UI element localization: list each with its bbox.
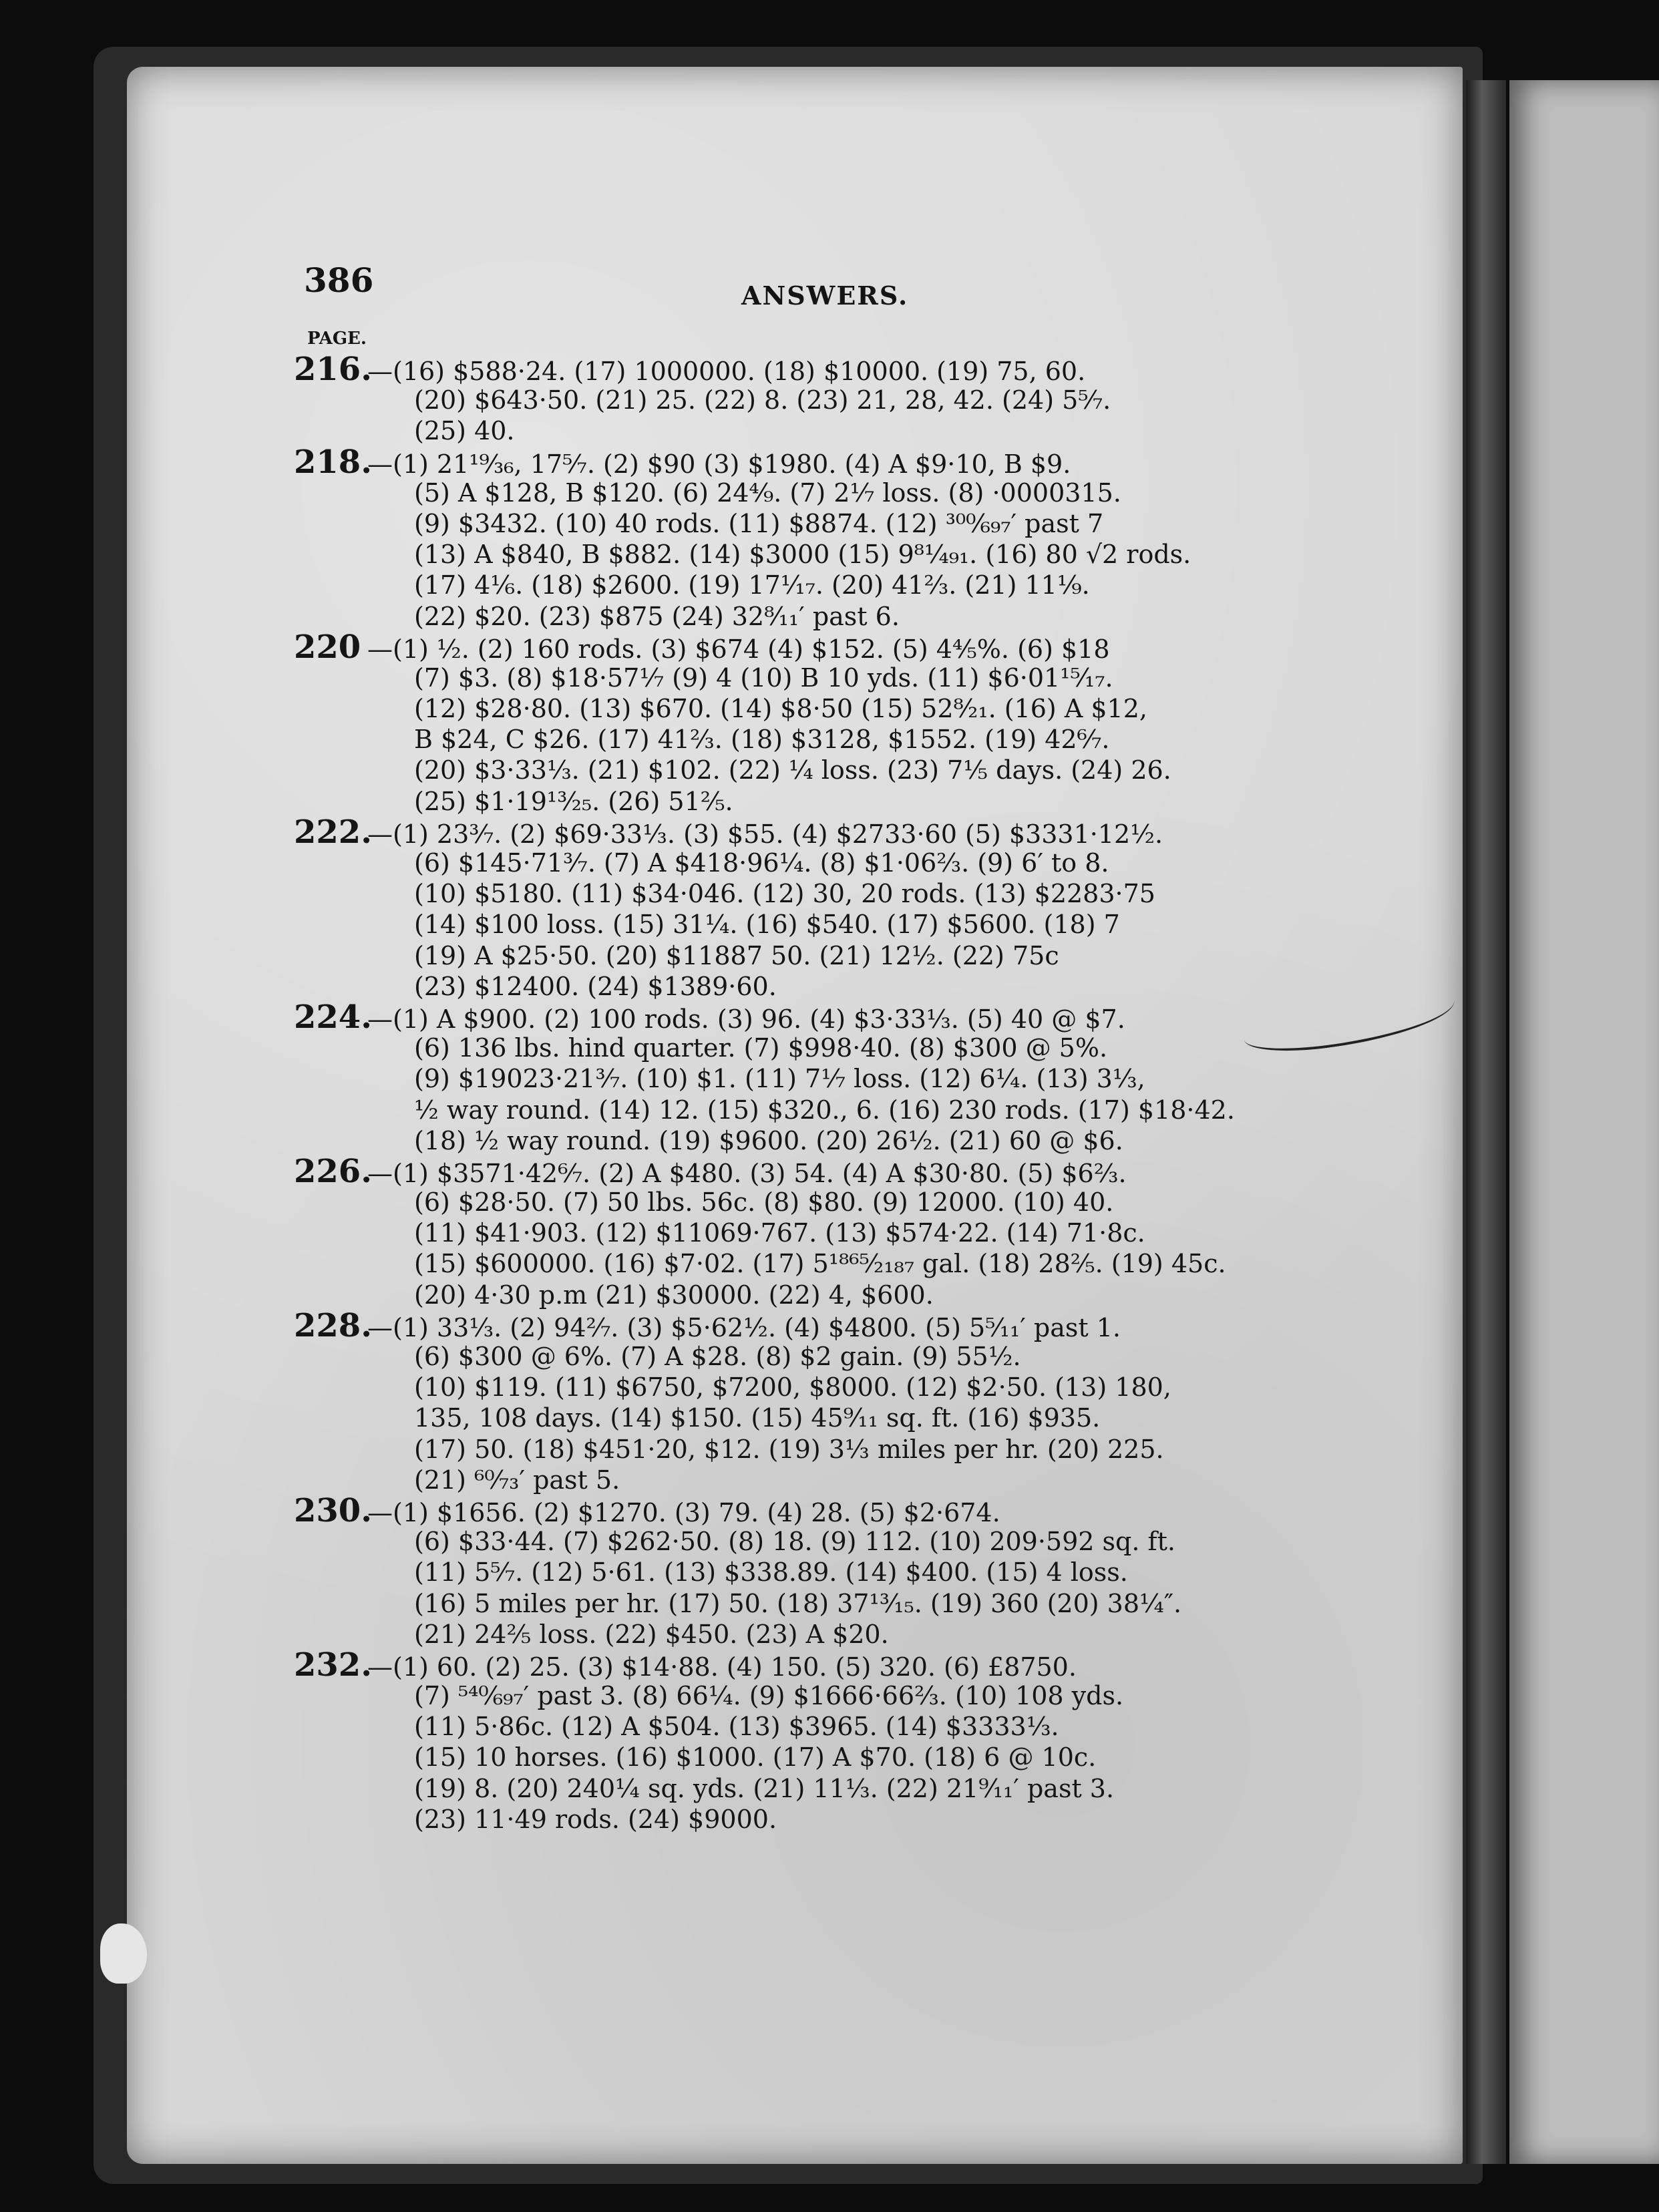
answer-section — [294, 1152, 1349, 1310]
answer-text: (11) 5·86c. (12) A $504. (13) $3965. (14) $3333¹⁄₃. — [414, 1712, 1059, 1742]
answer-text: (14) $100 loss. (15) 31¼. (16) $540. (17) $5600. (18) 7 — [414, 910, 1120, 940]
answer-line — [294, 1646, 1349, 1684]
answer-text: (19) A $25·50. (20) $11887 50. (21) 12½. (22) 75c — [414, 940, 1059, 970]
page-column-label: PAGE. — [307, 329, 367, 349]
section-page-number: 228. — [294, 1306, 372, 1344]
answer-section — [294, 813, 1349, 1002]
answer-line — [294, 1341, 1349, 1372]
answer-text: —(1) $3571·42⁶⁄₇. (2) A $480. (3) 54. (4) A $30·80. (5) $6²⁄₃. — [367, 1158, 1127, 1188]
answer-line — [294, 1557, 1349, 1588]
answer-line — [294, 1491, 1349, 1529]
answer-line — [294, 1773, 1349, 1804]
section-page-number: 216. — [294, 351, 372, 388]
answer-line — [294, 693, 1349, 724]
answer-line — [294, 570, 1349, 600]
section-page-number: 230. — [294, 1491, 372, 1529]
answer-text: (10) $119. (11) $6750, $7200, $8000. (12) $2·50. (13) 180, — [414, 1372, 1171, 1403]
answer-text: (16) 5 miles per hr. (17) 50. (18) 37¹³⁄₁₅. (19) 360 (20) 38¼″. — [414, 1588, 1182, 1618]
answer-text: (6) $33·44. (7) $262·50. (8) 18. (9) 112. (10) 209·592 sq. ft. — [414, 1527, 1175, 1557]
answer-line — [294, 848, 1349, 878]
answer-line — [294, 351, 1349, 388]
answer-line — [294, 998, 1349, 1036]
answer-text: —(1) A $900. (2) 100 rods. (3) 96. (4) $3·33¹⁄₃. (5) 40 @ $7. — [367, 1004, 1125, 1034]
answer-line — [294, 1152, 1349, 1190]
answer-text: (25) $1·19¹³⁄₂₅. (26) 51²⁄₅. — [414, 786, 733, 816]
answer-section — [294, 628, 1349, 817]
answer-text: —(1) ½. (2) 160 rods. (3) $674 (4) $152. (5) 4⁴⁄₅%. (6) $18 — [367, 634, 1110, 664]
answer-text: (5) A $128, B $120. (6) 24⁴⁄₉. (7) 2¹⁄₇ loss. (8) ·0000315. — [414, 478, 1121, 508]
answer-text: (25) 40. — [414, 416, 515, 446]
answer-line — [294, 878, 1349, 909]
answer-line — [294, 1619, 1349, 1650]
answer-section — [294, 443, 1349, 632]
answer-line — [294, 1306, 1349, 1344]
running-head: ANSWERS. — [741, 281, 909, 311]
answer-line — [294, 1804, 1349, 1835]
answer-line — [294, 755, 1349, 785]
answer-line — [294, 1187, 1349, 1218]
answer-text: (21) 24²⁄₅ loss. (22) $450. (23) A $20. — [414, 1619, 889, 1649]
answer-text: (18) ½ way round. (19) $9600. (20) 26½. (21) 60 @ $6. — [414, 1125, 1123, 1155]
answer-text: (20) $643·50. (21) 25. (22) 8. (23) 21, 28, 42. (24) 5⁵⁄₇. — [414, 385, 1111, 415]
answer-section — [294, 1646, 1349, 1835]
answer-text: —(16) $588·24. (17) 1000000. (18) $10000. (19) 75, 60. — [367, 357, 1086, 386]
answer-text: (23) 11·49 rods. (24) $9000. — [414, 1804, 777, 1834]
answer-line — [294, 786, 1349, 817]
answer-line — [294, 1125, 1349, 1156]
answer-line — [294, 1280, 1349, 1310]
answer-text: (15) $600000. (16) $7·02. (17) 5¹⁸⁶⁵⁄₂₁₈₇ gal. (18) 28²⁄₅. (19) 45c. — [414, 1249, 1226, 1279]
answer-line — [294, 1711, 1349, 1742]
answer-text: (22) $20. (23) $875 (24) 32⁸⁄₁₁′ past 6. — [414, 601, 900, 631]
answer-line — [294, 813, 1349, 851]
answer-line — [294, 415, 1349, 446]
answer-text: (6) $300 @ 6%. (7) A $28. (8) $2 gain. (9) 55½. — [414, 1342, 1021, 1371]
answer-text: (13) A $840, B $882. (14) $3000 (15) 9⁸¹⁄₄₉₁. (16) 80 √2 rods. — [414, 540, 1191, 570]
answer-line — [294, 940, 1349, 971]
answer-line — [294, 1526, 1349, 1557]
answer-line — [294, 971, 1349, 1002]
answer-line — [294, 1742, 1349, 1773]
answer-line — [294, 443, 1349, 481]
answer-text: (17) 50. (18) $451·20, $12. (19) 3¹⁄₃ miles per hr. (20) 225. — [414, 1434, 1164, 1464]
answer-line — [294, 1465, 1349, 1495]
answer-line — [294, 1403, 1349, 1433]
answer-text: —(1) 33¹⁄₃. (2) 94²⁄₇. (3) $5·62½. (4) $4800. (5) 5⁵⁄₁₁′ past 1. — [367, 1312, 1121, 1342]
answer-text: —(1) $1656. (2) $1270. (3) 79. (4) 28. (5) $2·674. — [367, 1497, 1000, 1527]
facing-page-edge — [1509, 80, 1659, 2164]
answer-text: (15) 10 horses. (16) $1000. (17) A $70. (18) 6 @ 10c. — [414, 1742, 1097, 1773]
section-page-number: 218. — [294, 443, 372, 481]
answer-text: (21) ⁶⁰⁄₇₃′ past 5. — [414, 1465, 620, 1495]
answer-line — [294, 508, 1349, 539]
answer-line — [294, 601, 1349, 632]
answer-line — [294, 1372, 1349, 1403]
section-page-number: 232. — [294, 1646, 372, 1684]
answer-text: (12) $28·80. (13) $670. (14) $8·50 (15) 52⁸⁄₂₁. (16) A $12, — [414, 694, 1147, 724]
answer-text: (7) $3. (8) $18·57¹⁄₇ (9) 4 (10) B 10 yds. (11) $6·01¹⁵⁄₁₇. — [414, 663, 1113, 693]
answer-line — [294, 628, 1349, 666]
answer-line — [294, 1588, 1349, 1619]
answer-line — [294, 1248, 1349, 1279]
answer-line — [294, 1680, 1349, 1711]
answer-text: —(1) 21¹⁹⁄₃₆, 17⁵⁄₇. (2) $90 (3) $1980. (4) A $9·10, B $9. — [367, 449, 1071, 479]
answer-line — [294, 1218, 1349, 1248]
answer-text: (17) 4¹⁄₆. (18) $2600. (19) 17¹⁄₁₇. (20) 41²⁄₃. (21) 11¹⁄₉. — [414, 570, 1090, 600]
answer-text: (10) $5180. (11) $34·046. (12) 30, 20 rods. (13) $2283·75 — [414, 879, 1155, 909]
section-page-number: 222. — [294, 813, 372, 851]
answer-text: (9) $19023·21³⁄₇. (10) $1. (11) 7¹⁄₇ loss. (12) 6¹⁄₄. (13) 3¹⁄₃, — [414, 1064, 1145, 1094]
answer-text: (6) $28·50. (7) 50 lbs. 56c. (8) $80. (9) 12000. (10) 40. — [414, 1187, 1114, 1218]
answer-section — [294, 1306, 1349, 1495]
answer-text: (23) $12400. (24) $1389·60. — [414, 971, 777, 1001]
answer-text: (6) $145·71³⁄₇. (7) A $418·96¼. (8) $1·06²⁄₃. (9) 6′ to 8. — [414, 848, 1109, 878]
answer-text: (9) $3432. (10) 40 rods. (11) $8874. (12) ³⁰⁰⁄₆₉₇′ past 7 — [414, 508, 1104, 538]
answer-line — [294, 724, 1349, 755]
section-page-number: 220 — [294, 628, 361, 666]
answers-list — [294, 351, 1349, 1835]
answer-text: 135, 108 days. (14) $150. (15) 45⁹⁄₁₁ sq. ft. (16) $935. — [414, 1403, 1101, 1433]
answer-line — [294, 909, 1349, 940]
answer-text: (19) 8. (20) 240¼ sq. yds. (21) 11¹⁄₃. (22) 21⁹⁄₁₁′ past 3. — [414, 1773, 1115, 1803]
section-page-number: 226. — [294, 1152, 372, 1190]
section-page-number: 224. — [294, 998, 372, 1036]
answer-text: B $24, C $26. (17) 41²⁄₃. (18) $3128, $1552. (19) 42⁶⁄₇. — [414, 725, 1110, 755]
answer-text: (11) $41·903. (12) $11069·767. (13) $574·22. (14) 71·8c. — [414, 1218, 1145, 1248]
answer-line — [294, 1095, 1349, 1125]
page-number: 386 — [304, 260, 374, 300]
answer-line — [294, 663, 1349, 693]
answer-section — [294, 998, 1349, 1156]
book-gutter — [1466, 80, 1506, 2164]
answer-section — [294, 351, 1349, 447]
answer-text: (20) 4·30 p.m (21) $30000. (22) 4, $600. — [414, 1280, 934, 1310]
answer-text: (11) 5⁵⁄₇. (12) 5·61. (13) $338.89. (14) $400. (15) 4 loss. — [414, 1557, 1128, 1588]
answer-line — [294, 1033, 1349, 1063]
answer-line — [294, 1063, 1349, 1094]
answer-text: (6) 136 lbs. hind quarter. (7) $998·40. (8) $300 @ 5%. — [414, 1033, 1108, 1063]
answer-text: (20) $3·33¹⁄₃. (21) $102. (22) ¼ loss. (23) 7¹⁄₅ days. (24) 26. — [414, 755, 1171, 785]
answer-text: —(1) 23³⁄₇. (2) $69·33¹⁄₃. (3) $55. (4) $2733·60 (5) $3331·12½. — [367, 819, 1163, 849]
answer-section — [294, 1491, 1349, 1650]
paper-tear-mark — [100, 1923, 147, 1984]
answer-text: (7) ⁵⁴⁰⁄₆₉₇′ past 3. (8) 66¼. (9) $1666·66²⁄₃. (10) 108 yds. — [414, 1681, 1124, 1711]
answer-line — [294, 385, 1349, 415]
answer-text: ½ way round. (14) 12. (15) $320., 6. (16) 230 rods. (17) $18·42. — [414, 1095, 1235, 1125]
answer-text: —(1) 60. (2) 25. (3) $14·88. (4) 150. (5) 320. (6) £8750. — [367, 1652, 1077, 1682]
answer-line — [294, 539, 1349, 570]
answer-line — [294, 478, 1349, 508]
answer-line — [294, 1434, 1349, 1465]
